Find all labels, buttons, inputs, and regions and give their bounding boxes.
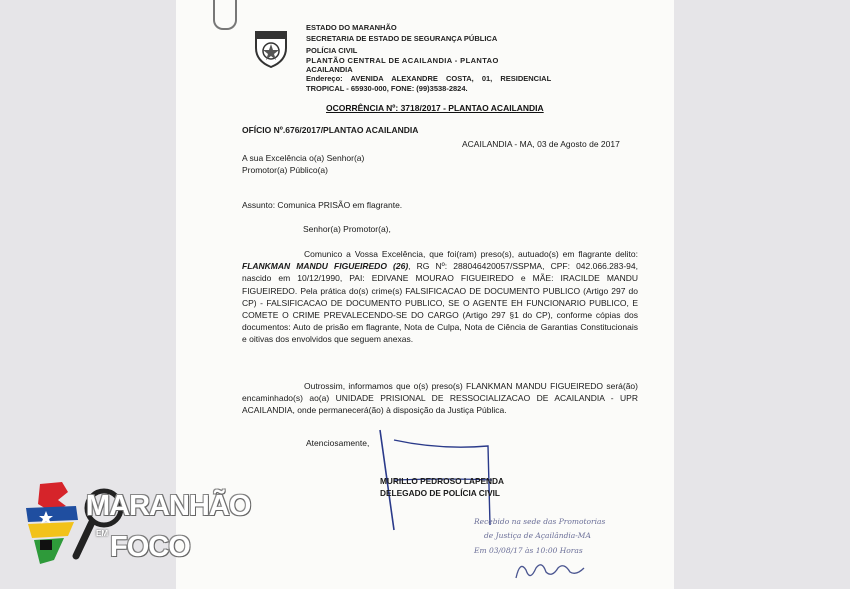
place-date: ACAILANDIA - MA, 03 de Agosto de 2017 bbox=[462, 139, 620, 149]
header-line-city: ACAILANDIA bbox=[306, 65, 353, 74]
subject-line: Assunto: Comunica PRISÃO em flagrante. bbox=[242, 200, 403, 210]
closing: Atenciosamente, bbox=[306, 438, 370, 448]
signatory-name: MURILLO PEDROSO LAPENDA bbox=[380, 476, 504, 486]
paper-clip bbox=[213, 0, 237, 30]
body-paragraph-2: Outrossim, informamos que o(s) preso(s) FLANKMAN MANDU FIGUEIREDO será(ão) encaminhado(s) ao(a) UNIDADE PRISIONAL DE RESSOCIALIZACAO DE ACAILANDIA - UPR ACAILANDIA, onde permanecerá(ão) à disposição da Justiça Pública. bbox=[242, 381, 638, 416]
header-line-police: POLÍCIA CIVIL bbox=[306, 46, 358, 55]
oficio-number: OFÍCIO Nº.676/2017/PLANTAO ACAILANDIA bbox=[242, 125, 419, 135]
police-crest-icon bbox=[253, 28, 289, 68]
watermark-foco: FOCO bbox=[110, 531, 190, 563]
signatory-title: DELEGADO DE POLÍCIA CIVIL bbox=[380, 488, 501, 498]
body-p1-intro: Comunico a Vossa Excelência, que foi(ram) preso(s), autuado(s) em flagrante delito: bbox=[304, 249, 638, 259]
watermark-em: EM bbox=[96, 529, 108, 538]
received-stamp-line-2: de Justiça de Açailândia-MA bbox=[484, 531, 591, 540]
body-p1-rest: , RG Nº: 288046420057/SSPMA, CPF: 042.066.283-94, nascido em 10/12/1990, PAI: EDIVANE MOURAO FIGUEIREDO e MÃE: IRACILDE MANDU FIGUEIREDO. Pela prática do(s) crime(s) FALSIFICACAO DE DOCUMENTO PUBLICO (Artigo 297 do CP) - FALSIFICACAO DE DOCUMENTO PUBLICO, SE O AGENTE EH FUNCIONARIO PUBLICO, E COMETE O CRIME PREVALECENDO-SE DO CARGO (Artigo 297 §1 do CP), conforme cópias dos documentos: Auto de prisão em flagrante, Nota de Culpa, Nota de Ciência de Garantias Constitucionais e oitivas dos envolvidos que seguem anexas. bbox=[242, 261, 638, 345]
header-line-address: Endereço: AVENIDA ALEXANDRE COSTA, 01, RESIDENCIAL bbox=[306, 74, 552, 83]
occurrence-number: OCORRÊNCIA Nº: 3718/2017 - PLANTAO ACAILANDIA bbox=[326, 103, 544, 113]
received-stamp-line-3: Em 03/08/17 às 10:00 Horas bbox=[474, 546, 583, 555]
received-stamp-line-1: Recebido na sede das Promotorias bbox=[474, 517, 606, 526]
header-line-plantao: PLANTÃO CENTRAL DE ACAILANDIA - PLANTAO bbox=[306, 56, 499, 65]
header-line-state: ESTADO DO MARANHÃO bbox=[306, 23, 397, 32]
addressee-line-2: Promotor(a) Público(a) bbox=[242, 165, 328, 175]
watermark-maranhao: MARANHÃO bbox=[86, 490, 251, 522]
prisoner-name: FLANKMAN MANDU FIGUEIREDO (26) bbox=[242, 261, 409, 272]
body-paragraph-1 bbox=[242, 248, 638, 346]
addressee-line-1: A sua Excelência o(a) Senhor(a) bbox=[242, 153, 365, 163]
header-line-phone: TROPICAL - 65930-000, FONE: (99)3538-2824. bbox=[306, 84, 468, 93]
receiver-signature bbox=[510, 556, 590, 584]
salutation: Senhor(a) Promotor(a), bbox=[303, 224, 391, 234]
header-line-secretariat: SECRETARIA DE ESTADO DE SEGURANÇA PÚBLICA bbox=[306, 34, 498, 43]
